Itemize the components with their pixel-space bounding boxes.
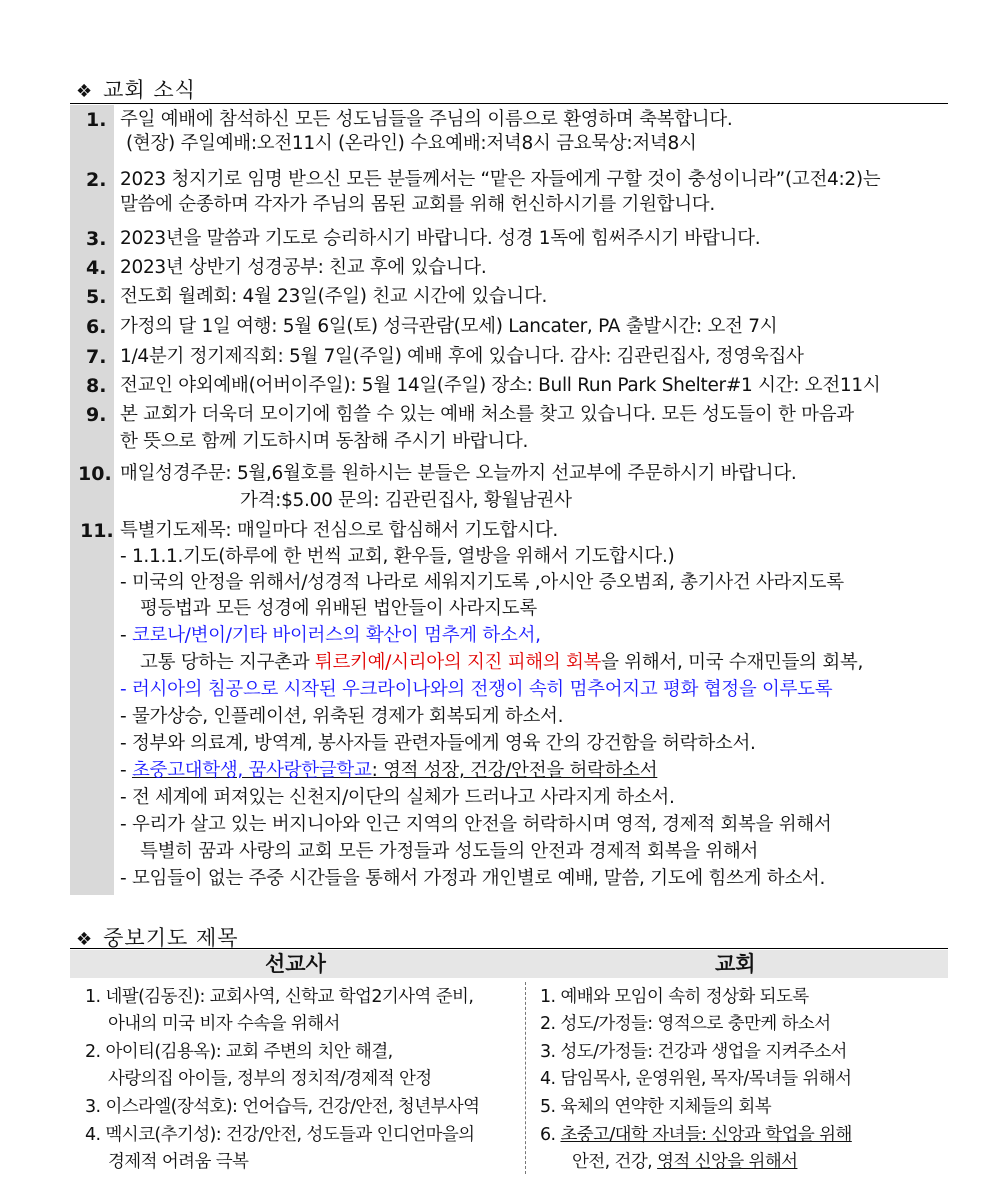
church-item: 1. 예배와 모임이 속히 정상화 되도록 bbox=[540, 987, 809, 1007]
missionary-item: 2. 아이티(김용옥): 교회 주변의 치안 해결, bbox=[85, 1042, 393, 1062]
item-text: (현장) 주일예배:오전11시 (온라인) 수요예배:저녁8시 금요묵상:저녁8시 bbox=[126, 133, 697, 154]
church-item bbox=[572, 1150, 797, 1174]
prayer-item bbox=[140, 651, 863, 675]
missionary-column-header: 선교사 bbox=[265, 952, 326, 976]
prayer-item: - 물가상승, 인플레이션, 위축된 경제가 회복되게 하소서. bbox=[120, 706, 564, 727]
prayer-item: - 우리가 살고 있는 버지니아와 인근 지역의 안전을 허락하시며 영적, 경제적 회복을 위해서 bbox=[120, 814, 832, 835]
missionary-item: 사랑의집 아이들, 정부의 정치적/경제적 안정 bbox=[108, 1069, 432, 1089]
section-rule bbox=[70, 948, 948, 949]
number-column-shade bbox=[70, 105, 114, 895]
item-text: 전교인 야외예배(어버이주일): 5월 14일(주일) 장소: Bull Run Park Shelter#1 시간: 오전11시 bbox=[120, 375, 881, 396]
item-number: 7. bbox=[86, 346, 107, 368]
item-text: 특별기도제목: 매일마다 전심으로 합심해서 기도합시다. bbox=[120, 520, 558, 541]
prayer-text: 고통 당하는 지구촌과 bbox=[140, 652, 315, 673]
item-text: 2023년 상반기 성경공부: 친교 후에 있습니다. bbox=[120, 257, 487, 278]
item-text: 본 교회가 더욱더 모이기에 힘쓸 수 있는 예배 처소를 찾고 있습니다. 모든 성도들이 한 마음과 bbox=[120, 404, 854, 425]
item-text: 말씀에 순종하며 각자가 주님의 몸된 교회를 위해 헌신하시기를 기원합니다. bbox=[120, 194, 715, 215]
item-text: 2023년을 말씀과 기도로 승리하시기 바랍니다. 성경 1독에 힘써주시기 바랍니다. bbox=[120, 228, 761, 249]
item-text: 전도회 월례회: 4월 23일(주일) 친교 시간에 있습니다. bbox=[120, 286, 548, 307]
item-text: 한 뜻으로 함께 기도하시며 동참해 주시기 바랍니다. bbox=[120, 431, 529, 452]
section-title-text: 교회 소식 bbox=[103, 78, 196, 102]
item-text: 매일성경주문: 5월,6월호를 원하시는 분들은 오늘까지 선교부에 주문하시기 바랍니다. bbox=[120, 463, 797, 484]
item-number: 8. bbox=[86, 375, 107, 397]
item-number: 3. bbox=[86, 228, 107, 250]
diamond-bullet-icon: ❖ bbox=[76, 929, 94, 950]
item-text: 2023 청지기로 임명 받으신 모든 분들께서는 “맡은 자들에게 구할 것이 충성이니라”(고전4:2)는 bbox=[120, 169, 881, 190]
item-number: 2. bbox=[86, 169, 107, 191]
prayer-item: 특별히 꿈과 사랑의 교회 모든 가정들과 성도들의 안전과 경제적 회복을 위해서 bbox=[140, 841, 759, 862]
church-item: 3. 성도/가정들: 건강과 생업을 지켜주소서 bbox=[540, 1042, 847, 1062]
prayer-item: - 정부와 의료계, 방역계, 봉사자들 관련자들에게 영육 간의 강건함을 허락하소서. bbox=[120, 733, 756, 754]
prayer-highlight-red: 튀르키예/시리아의 지진 피해의 회복 bbox=[314, 652, 602, 673]
prayer-text: : 영적 성장, 건강/안전을 허락하소서 bbox=[371, 760, 658, 781]
prayer-item: - 1.1.1.기도(하루에 한 번씩 교회, 환우들, 열방을 위해서 기도합시다.) bbox=[120, 546, 675, 567]
church-item: 4. 담임목사, 운영위원, 목자/목녀들 위해서 bbox=[540, 1069, 852, 1089]
diamond-bullet-icon: ❖ bbox=[76, 81, 94, 102]
column-divider bbox=[525, 982, 526, 1174]
prayer-highlight-blue: 초중고대학생, 꿈사랑한글학교 bbox=[131, 760, 372, 781]
item-number: 5. bbox=[86, 286, 107, 308]
church-column-header: 교회 bbox=[715, 952, 756, 976]
dash: - bbox=[120, 760, 132, 781]
section-rule bbox=[70, 103, 948, 104]
intercession-header bbox=[70, 950, 948, 978]
item-text: 가정의 달 1일 여행: 5월 6일(토) 성극관람(모세) Lancater, PA 출발시간: 오전 7시 bbox=[120, 316, 778, 337]
missionary-item: 4. 멕시코(추기성): 건강/안전, 성도들과 인디언마을의 bbox=[85, 1125, 475, 1145]
missionary-item: 1. 네팔(김동진): 교회사역, 신학교 학업2기사역 준비, bbox=[85, 987, 474, 1007]
section-title-church-news bbox=[76, 74, 196, 104]
prayer-item: 평등법과 모든 성경에 위배된 법안들이 사라지도록 bbox=[140, 598, 537, 619]
missionary-item: 3. 이스라엘(장석호): 언어습득, 건강/안전, 청년부사역 bbox=[85, 1097, 480, 1117]
prayer-text: 을 위해서, 미국 수재민들의 회복, bbox=[601, 652, 864, 673]
item-number: 6. bbox=[540, 1125, 561, 1145]
item-number: 1. bbox=[86, 109, 107, 131]
church-item-underlined: 영적 신앙을 위해서 bbox=[657, 1152, 798, 1172]
item-number: 11. bbox=[80, 520, 114, 542]
dash: - bbox=[120, 625, 132, 646]
item-text: 가격:$5.00 문의: 김관린집사, 황월남권사 bbox=[240, 490, 572, 511]
item-text: 주일 예배에 참석하신 모든 성도님들을 주님의 이름으로 환영하며 축복합니다. bbox=[120, 109, 733, 130]
church-item-text: 안전, 건강, bbox=[572, 1152, 658, 1172]
church-item-underlined: 초중고/대학 자녀들: 신앙과 학업을 위해 bbox=[560, 1125, 852, 1145]
prayer-item: - 모임들이 없는 주중 시간들을 통해서 가정과 개인별로 예배, 말씀, 기도에 힘쓰게 하소서. bbox=[120, 868, 826, 889]
item-number: 9. bbox=[86, 404, 107, 426]
item-number: 4. bbox=[86, 257, 107, 279]
section-title-text: 중보기도 제목 bbox=[103, 926, 239, 950]
prayer-highlight-blue: 코로나/변이/기타 바이러스의 확산이 멈추게 하소서, bbox=[131, 625, 541, 646]
prayer-item: - 미국의 안정을 위해서/성경적 나라로 세워지기도록 ,아시안 증오범죄, 총기사건 사라지도록 bbox=[120, 572, 844, 593]
missionary-item: 아내의 미국 비자 수속을 위해서 bbox=[108, 1014, 340, 1034]
item-number: 6. bbox=[86, 316, 107, 338]
church-item bbox=[540, 1123, 852, 1147]
item-text: 1/4분기 정기제직회: 5월 7일(주일) 예배 후에 있습니다. 감사: 김관린집사, 정영욱집사 bbox=[120, 346, 804, 367]
missionary-item: 경제적 어려움 극복 bbox=[108, 1152, 249, 1172]
prayer-item bbox=[120, 624, 541, 648]
item-number: 10. bbox=[78, 463, 112, 485]
church-item: 5. 육체의 연약한 지체들의 회복 bbox=[540, 1097, 772, 1117]
prayer-item bbox=[120, 759, 657, 783]
church-item: 2. 성도/가정들: 영적으로 충만케 하소서 bbox=[540, 1014, 831, 1034]
prayer-item: - 전 세계에 퍼져있는 신천지/이단의 실체가 드러나고 사라지게 하소서. bbox=[120, 787, 675, 808]
prayer-item: - 러시아의 침공으로 시작된 우크라이나와의 전쟁이 속히 멈추어지고 평화 협정을 이루도록 bbox=[120, 679, 833, 700]
